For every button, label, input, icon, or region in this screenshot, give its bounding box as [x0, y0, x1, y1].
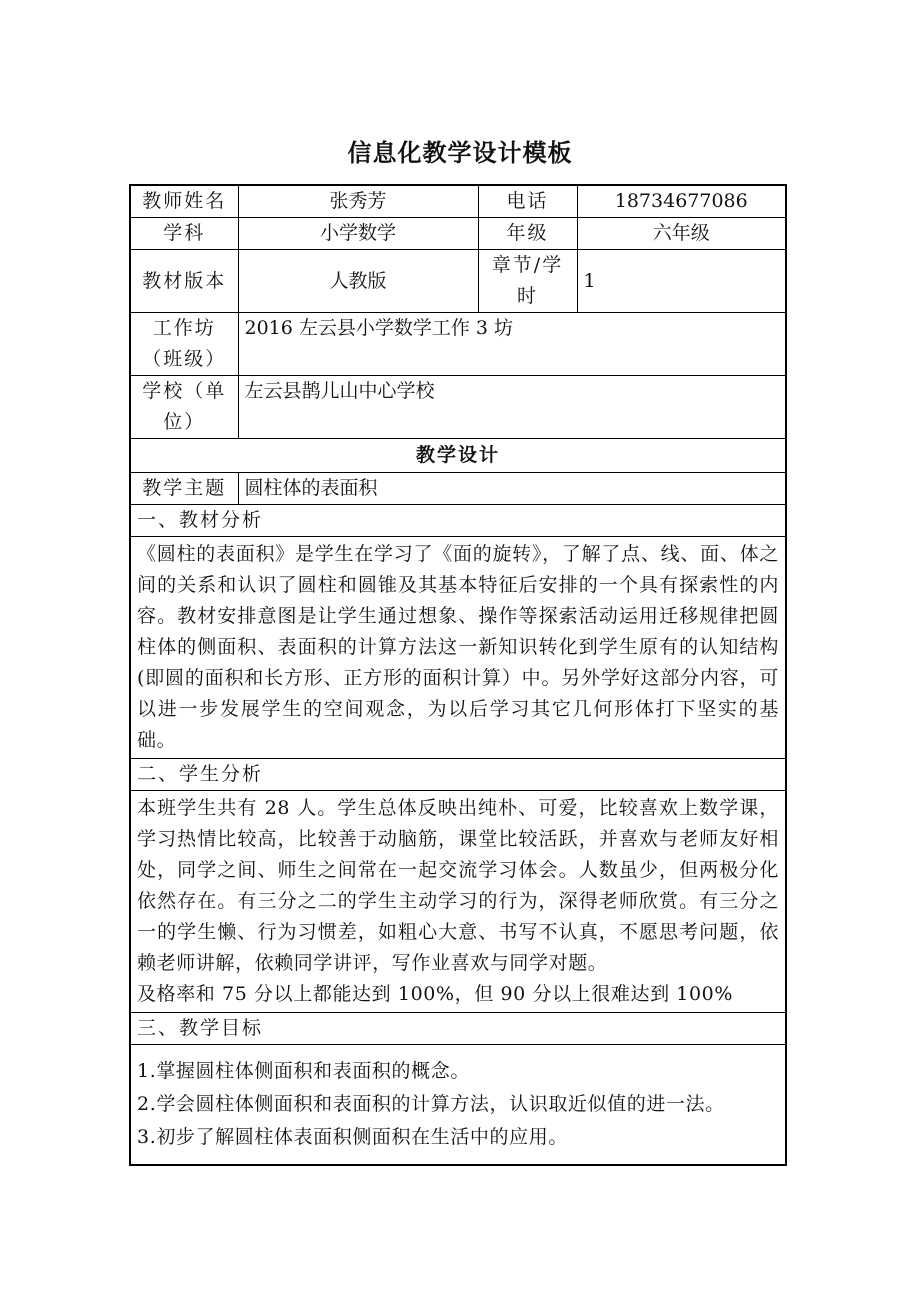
chapter-label-line1: 章节/学 — [491, 254, 564, 276]
workshop-label — [130, 313, 238, 376]
goal-item: 1.掌握圆柱体侧面积和表面积的概念。 — [137, 1060, 470, 1082]
student-analysis-text — [130, 791, 786, 1013]
student-pass-rate-note: 及格率和 75 分以上都能达到 100%，但 90 分以上很难达到 100% — [137, 983, 734, 1005]
design-heading: 教学设计 — [130, 439, 786, 473]
grade-value: 六年级 — [577, 218, 786, 250]
row-design-heading — [130, 439, 786, 473]
row-goals — [130, 1045, 786, 1166]
row-student-title — [130, 759, 786, 791]
teacher-name-value: 张秀芳 — [238, 185, 478, 218]
workshop-label-line2: （班级） — [142, 348, 227, 370]
material-analysis-title: 一、教材分析 — [130, 505, 786, 537]
teaching-goals-title: 三、教学目标 — [130, 1013, 786, 1045]
document-title: 信息化教学设计模板 — [347, 139, 573, 167]
row-teacher — [130, 185, 786, 218]
goal-item: 2.学会圆柱体侧面积和表面积的计算方法，认识取近似值的进一法。 — [137, 1093, 725, 1115]
row-subject — [130, 218, 786, 250]
goal-item: 3.初步了解圆柱体表面积侧面积在生活中的应用。 — [137, 1126, 568, 1148]
topic-label: 教学主题 — [130, 473, 238, 505]
school-label-line2: 位） — [163, 411, 206, 433]
chapter-label-line2: 时 — [516, 285, 538, 307]
material-analysis-paragraph: 《圆柱的表面积》是学生在学习了《面的旋转》，了解了点、线、面、体之间的关系和认识了圆柱和圆锥及其基本特征后安排的一个具有探索性的内容。教材安排意图是让学生通过想象、操作等探索活动运用迁移规律把圆柱体的侧面积、表面积的计算方法这一新知识转化到学生原有的认知结构(即圆的面积和长方形、正方形的面积计算）中。另外学好这部分内容，可以进一步发展学生的空间观念，为以后学习其它几何形体打下坚实的基础。 — [137, 543, 779, 751]
row-material-text — [130, 537, 786, 759]
textbook-value: 人教版 — [238, 250, 478, 313]
subject-label: 学科 — [130, 218, 238, 250]
phone-label: 电话 — [478, 185, 577, 218]
teacher-name-label: 教师姓名 — [130, 185, 238, 218]
lesson-design-table — [129, 184, 787, 1166]
material-analysis-text — [130, 537, 786, 759]
workshop-label-line1: 工作坊 — [152, 317, 216, 339]
row-textbook — [130, 250, 786, 313]
chapter-label — [478, 250, 577, 313]
subject-value: 小学数学 — [238, 218, 478, 250]
school-value: 左云县鹊儿山中心学校 — [238, 376, 786, 439]
row-material-title — [130, 505, 786, 537]
row-student-text — [130, 791, 786, 1013]
school-label — [130, 376, 238, 439]
row-school — [130, 376, 786, 439]
row-topic — [130, 473, 786, 505]
chapter-value: 1 — [577, 250, 786, 313]
row-workshop — [130, 313, 786, 376]
teaching-goals-list — [130, 1045, 786, 1166]
student-analysis-paragraph: 本班学生共有 28 人。学生总体反映出纯朴、可爱，比较喜欢上数学课，学习热情比较高，比较善于动脑筋，课堂比较活跃，并喜欢与老师友好相处，同学之间、师生之间常在一起交流学习体会。人数虽少，但两极分化依然存在。有三分之二的学生主动学习的行为，深得老师欣赏。有三分之一的学生懒、行为习惯差，如粗心大意、书写不认真，不愿思考问题，依赖老师讲解，依赖同学讲评，写作业喜欢与同学对题。 — [137, 797, 779, 974]
student-analysis-title: 二、学生分析 — [130, 759, 786, 791]
workshop-value: 2016 左云县小学数学工作 3 坊 — [238, 313, 786, 376]
school-label-line1: 学校（单 — [142, 380, 227, 402]
topic-value: 圆柱体的表面积 — [238, 473, 786, 505]
textbook-label: 教材版本 — [130, 250, 238, 313]
grade-label: 年级 — [478, 218, 577, 250]
phone-value: 18734677086 — [577, 185, 786, 218]
row-goals-title — [130, 1013, 786, 1045]
